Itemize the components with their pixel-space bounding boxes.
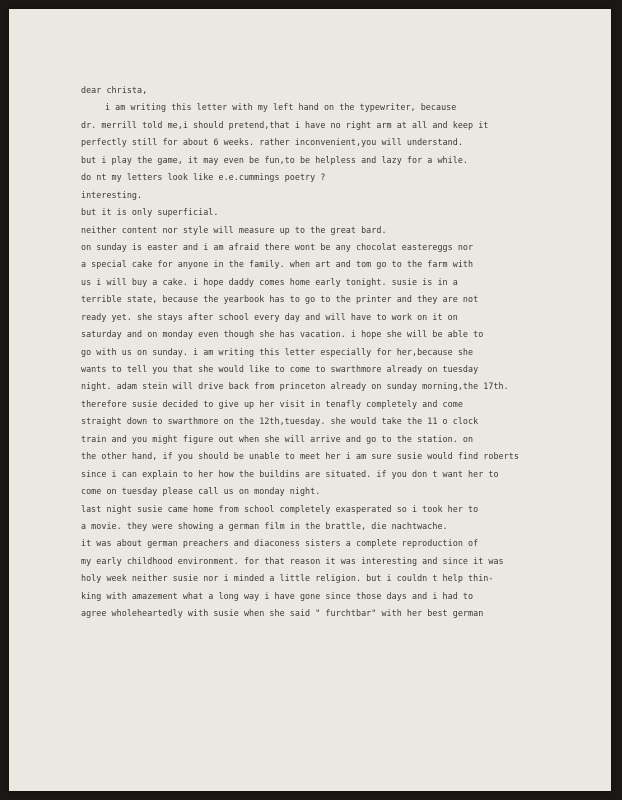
letter-line: but i play the game, it may even be fun,to be helpless and lazy for a while. bbox=[81, 154, 469, 165]
letter-line: train and you might figure out when she will arrive and go to the station. on bbox=[81, 433, 474, 444]
letter-line: agree wholeheartedly with susie when she said " furchtbar" with her best german bbox=[81, 608, 484, 619]
letter-line: go with us on sunday. i am writing this letter especially for her,because she bbox=[81, 346, 474, 357]
letter-line: come on tuesday please call us on monday night. bbox=[81, 486, 321, 497]
letter-line: terrible state, because the yearbook has to go to the printer and they are not bbox=[81, 294, 479, 305]
letter-line: holy week neither susie nor i minded a little religion. but i couldn t help thin- bbox=[81, 573, 494, 584]
letter-line: last night susie came home from school completely exasperated so i took her to bbox=[81, 503, 479, 514]
letter-line: king with amazement what a long way i have gone since those days and i had to bbox=[81, 590, 474, 601]
letter-line: do nt my letters look like e.e.cummings poetry ? bbox=[81, 172, 326, 183]
letter-line: since i can explain to her how the buildins are situated. if you don t want her to bbox=[81, 468, 499, 479]
letter-line: it was about german preachers and diaconess sisters a complete reproduction of bbox=[81, 538, 479, 549]
letter-line: night. adam stein will drive back from princeton already on sunday morning,the 17th. bbox=[81, 381, 509, 392]
letter-line: a special cake for anyone in the family. when art and tom go to the farm with bbox=[81, 259, 474, 270]
letter-line: but it is only superficial. bbox=[81, 207, 219, 218]
letter-line: saturday and on monday even though she has vacation. i hope she will be able to bbox=[81, 329, 484, 340]
letter-line: therefore susie decided to give up her visit in tenafly completely and come bbox=[81, 398, 463, 409]
letter-line: us i will buy a cake. i hope daddy comes home early tonight. susie is in a bbox=[81, 276, 458, 287]
letter-line: wants to tell you that she would like to come to swarthmore already on tuesday bbox=[81, 364, 479, 374]
letter-line: the other hand, if you should be unable to meet her i am sure susie would find roberts bbox=[81, 451, 519, 462]
letter-line: dr. merrill told me,i should pretend,that i have no right arm at all and keep it bbox=[81, 119, 489, 130]
letter-line: my early childhood environment. for that reason it was interesting and since it was bbox=[81, 555, 504, 566]
letter-line: i am writing this letter with my left hand on the typewriter, because bbox=[105, 102, 457, 113]
letter-page bbox=[9, 9, 611, 791]
letter-line: a movie. they were showing a german film in the brattle, die nachtwache. bbox=[81, 520, 448, 531]
letter-body bbox=[81, 82, 601, 623]
letter-line: neither content nor style will measure up to the great bard. bbox=[81, 224, 387, 235]
letter-line: on sunday is easter and i am afraid there wont be any chocolat eastereggs nor bbox=[81, 241, 474, 252]
salutation: dear christa, bbox=[81, 85, 148, 95]
letter-line: interesting. bbox=[81, 189, 143, 200]
letter-line: perfectly still for about 6 weeks. rather inconvenient,you will understand. bbox=[81, 137, 463, 148]
letter-line: ready yet. she stays after school every day and will have to work on it on bbox=[81, 311, 458, 322]
letter-line: straight down to swarthmore on the 12th,tuesday. she would take the 11 o clock bbox=[81, 416, 479, 427]
